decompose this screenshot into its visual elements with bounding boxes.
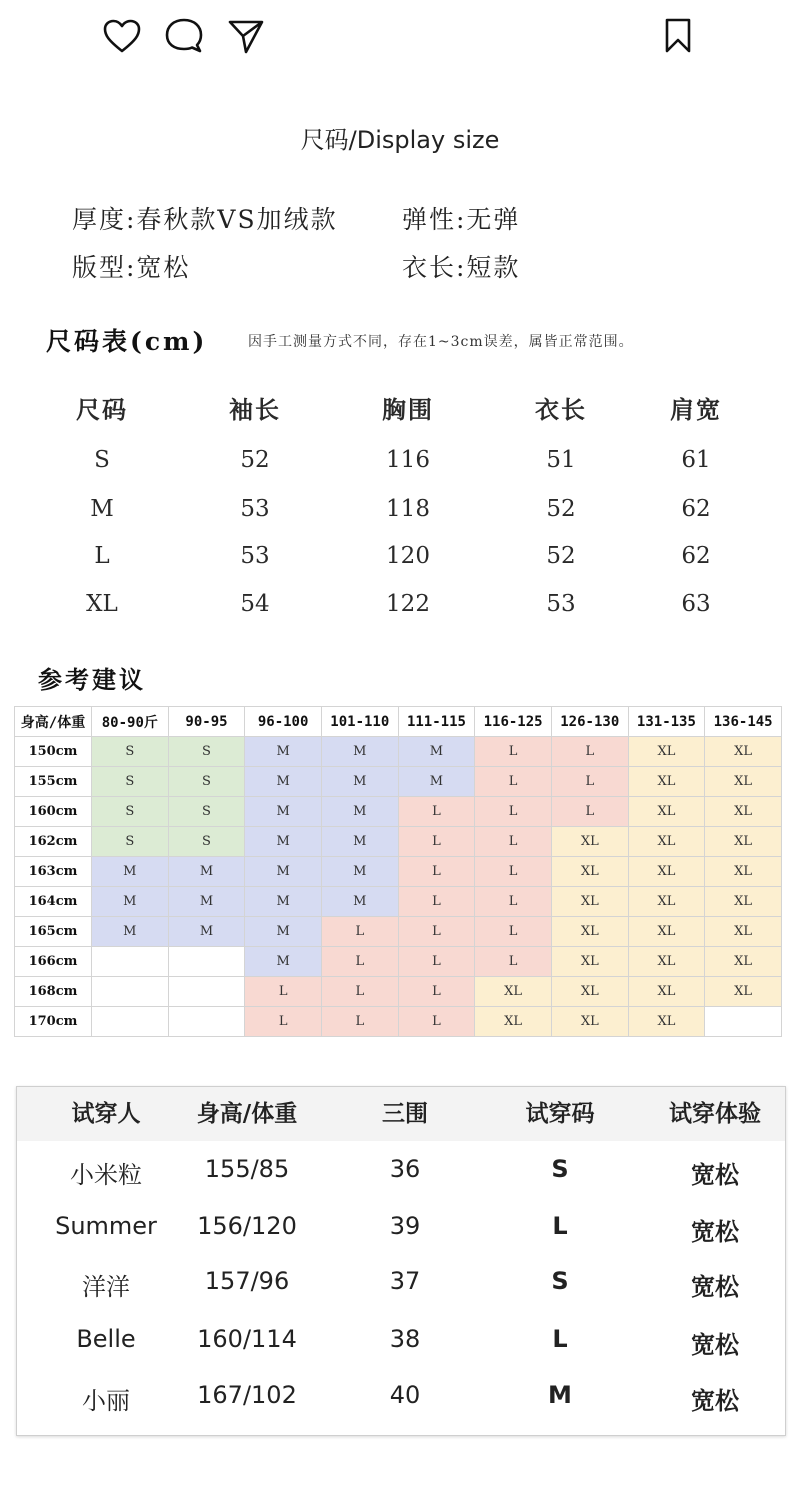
try-on-cell: 160/114 (197, 1325, 297, 1353)
recommendation-row (15, 977, 782, 1007)
size-cell: M (321, 797, 398, 827)
size-cell: S (92, 797, 169, 827)
size-cell: XL (628, 977, 705, 1007)
recommendation-row (15, 947, 782, 977)
weight-header: 136-145 (705, 707, 782, 737)
size-cell: L (321, 1007, 398, 1037)
size-chart-cell: 52 (240, 447, 270, 473)
size-cell: XL (705, 827, 782, 857)
size-cell: XL (551, 1007, 628, 1037)
recommendation-row (15, 917, 782, 947)
size-cell: S (168, 827, 245, 857)
size-cell: XL (551, 977, 628, 1007)
size-cell: L (398, 857, 475, 887)
size-chart-cell: 63 (681, 591, 711, 617)
try-on-header: 身高/体重 (196, 1101, 298, 1127)
try-on-cell: L (552, 1212, 568, 1240)
try-on-cell: 宽松 (691, 1387, 739, 1415)
weight-header: 96-100 (245, 707, 322, 737)
try-on-cell: 宽松 (691, 1273, 739, 1301)
size-cell: L (398, 1007, 475, 1037)
try-on-header: 试穿码 (525, 1101, 595, 1127)
weight-header: 80-90斤 (92, 707, 169, 737)
try-on-cell: 167/102 (197, 1381, 297, 1409)
try-on-cell: 40 (389, 1381, 421, 1409)
weight-header: 111-115 (398, 707, 475, 737)
height-label: 166cm (15, 947, 92, 977)
size-cell: M (168, 857, 245, 887)
size-cell: L (398, 947, 475, 977)
try-on-header: 试穿体验 (669, 1101, 761, 1127)
size-cell: M (245, 857, 322, 887)
size-cell: XL (551, 887, 628, 917)
size-cell: L (475, 767, 552, 797)
size-chart-header: 衣长 (535, 395, 587, 424)
size-cell: XL (705, 737, 782, 767)
size-cell: L (398, 827, 475, 857)
size-cell: M (245, 737, 322, 767)
size-chart-cell: 62 (681, 543, 711, 569)
size-cell: M (321, 767, 398, 797)
size-cell (92, 977, 169, 1007)
height-label: 155cm (15, 767, 92, 797)
try-on-cell: Summer (55, 1212, 157, 1240)
size-cell: XL (628, 887, 705, 917)
try-on-cell: 宽松 (691, 1161, 739, 1189)
size-chart-cell: S (94, 447, 110, 473)
size-cell: L (475, 827, 552, 857)
try-on-cell: 小丽 (82, 1387, 130, 1415)
try-on-cell: 洋洋 (82, 1273, 130, 1301)
size-chart-cell: 62 (681, 496, 711, 522)
size-cell: M (321, 827, 398, 857)
size-cell (168, 1007, 245, 1037)
height-label: 168cm (15, 977, 92, 1007)
size-cell: S (92, 827, 169, 857)
attr-fit: 版型:宽松 (72, 253, 191, 282)
size-cell: XL (628, 737, 705, 767)
heart-icon (102, 18, 142, 54)
size-cell: L (398, 887, 475, 917)
try-on-header-row (17, 1087, 785, 1141)
try-on-cell: 宽松 (691, 1331, 739, 1359)
size-cell: M (92, 857, 169, 887)
size-chart-cell: 61 (681, 447, 711, 473)
recommendation-row (15, 827, 782, 857)
size-cell: L (321, 947, 398, 977)
height-label: 163cm (15, 857, 92, 887)
size-cell: M (245, 827, 322, 857)
size-cell: XL (551, 947, 628, 977)
size-chart-header: 袖长 (229, 395, 281, 424)
size-cell: XL (705, 887, 782, 917)
size-chart-title: 尺码表(cm) (46, 327, 208, 356)
size-cell: S (168, 767, 245, 797)
comment-button[interactable] (162, 14, 206, 58)
size-cell: S (168, 797, 245, 827)
size-chart-cell: 53 (240, 496, 270, 522)
try-on-cell: 小米粒 (70, 1161, 142, 1189)
recommendation-row (15, 857, 782, 887)
weight-header: 126-130 (551, 707, 628, 737)
height-label: 160cm (15, 797, 92, 827)
size-cell: XL (628, 947, 705, 977)
size-cell: L (475, 737, 552, 767)
size-cell: XL (628, 917, 705, 947)
attr-thickness: 厚度:春秋款VS加绒款 (72, 205, 338, 234)
try-on-cell: S (551, 1267, 569, 1295)
size-chart-cell: 53 (546, 591, 576, 617)
recommendation-title: 参考建议 (38, 666, 146, 694)
try-on-cell: L (552, 1325, 568, 1353)
size-cell: L (475, 857, 552, 887)
size-cell: M (245, 887, 322, 917)
save-button[interactable] (656, 14, 700, 58)
size-cell: XL (551, 857, 628, 887)
weight-header: 116-125 (475, 707, 552, 737)
size-chart-header: 胸围 (382, 395, 434, 424)
size-cell: XL (551, 827, 628, 857)
size-cell: L (321, 917, 398, 947)
size-chart-cell: M (90, 496, 114, 522)
size-cell: M (398, 737, 475, 767)
size-chart-row (20, 438, 780, 482)
size-chart-cell: 122 (386, 591, 430, 617)
size-chart-cell: XL (86, 591, 118, 617)
try-on-cell: 38 (389, 1325, 421, 1353)
size-cell: XL (628, 857, 705, 887)
recommendation-grid (14, 706, 782, 1037)
try-on-cell: 156/120 (197, 1212, 297, 1240)
display-title: 尺码/Display size (300, 126, 500, 154)
height-label: 165cm (15, 917, 92, 947)
size-chart-row (20, 487, 780, 531)
size-cell: M (168, 887, 245, 917)
size-chart-note: 因手工测量方式不同，存在1~3cm误差，属皆正常范围。 (248, 334, 634, 350)
size-chart-cell: 51 (546, 447, 576, 473)
recommendation-corner: 身高/体重 (15, 707, 92, 737)
height-label: 164cm (15, 887, 92, 917)
size-chart-cell: 118 (386, 496, 430, 522)
height-label: 150cm (15, 737, 92, 767)
size-cell (168, 977, 245, 1007)
size-cell: XL (551, 917, 628, 947)
size-cell: S (168, 737, 245, 767)
size-cell: XL (628, 1007, 705, 1037)
size-chart-row (20, 534, 780, 578)
size-chart-cell: 52 (546, 496, 576, 522)
weight-header: 90-95 (168, 707, 245, 737)
recommendation-header-row (15, 707, 782, 737)
size-chart-cell: 52 (546, 543, 576, 569)
size-cell: L (475, 947, 552, 977)
size-cell: XL (628, 827, 705, 857)
recommendation-row (15, 737, 782, 767)
size-cell: M (398, 767, 475, 797)
size-cell: L (245, 977, 322, 1007)
recommendation-row (15, 887, 782, 917)
try-on-cell: 宽松 (691, 1218, 739, 1246)
try-on-card (16, 1086, 786, 1436)
size-cell: L (551, 767, 628, 797)
size-cell: L (398, 977, 475, 1007)
recommendation-row (15, 1007, 782, 1037)
size-cell: S (92, 767, 169, 797)
size-cell: L (475, 797, 552, 827)
size-cell: XL (705, 947, 782, 977)
size-cell (705, 1007, 782, 1037)
size-cell: M (245, 917, 322, 947)
send-icon (226, 17, 266, 55)
size-cell: S (92, 737, 169, 767)
size-cell: XL (705, 767, 782, 797)
size-chart-cell: 116 (386, 447, 430, 473)
try-on-cell: 37 (389, 1267, 421, 1295)
size-cell: XL (475, 1007, 552, 1037)
size-cell: M (245, 767, 322, 797)
height-label: 162cm (15, 827, 92, 857)
size-chart-row (20, 582, 780, 626)
size-cell: M (321, 857, 398, 887)
size-chart-cell: 120 (386, 543, 430, 569)
size-cell: M (92, 887, 169, 917)
bookmark-icon (663, 17, 693, 55)
try-on-cell: Belle (76, 1325, 136, 1353)
recommendation-row (15, 797, 782, 827)
like-button[interactable] (100, 14, 144, 58)
try-on-header: 试穿人 (71, 1101, 141, 1127)
try-on-cell: 36 (389, 1155, 421, 1183)
try-on-cell: S (551, 1155, 569, 1183)
size-chart-header: 尺码 (76, 395, 128, 424)
size-cell: M (92, 917, 169, 947)
size-cell: L (245, 1007, 322, 1037)
share-button[interactable] (224, 14, 268, 58)
try-on-cell: 39 (389, 1212, 421, 1240)
size-cell: M (168, 917, 245, 947)
attr-elasticity: 弹性:无弹 (402, 205, 521, 234)
try-on-cell: M (548, 1381, 572, 1409)
size-cell: L (398, 917, 475, 947)
attr-length: 衣长:短款 (402, 253, 521, 282)
size-cell: M (321, 737, 398, 767)
try-on-cell: 157/96 (204, 1267, 290, 1295)
comment-icon (164, 17, 204, 55)
size-cell: XL (628, 767, 705, 797)
try-on-cell: 155/85 (204, 1155, 290, 1183)
size-chart-header: 肩宽 (670, 395, 722, 424)
size-cell: XL (628, 797, 705, 827)
size-cell: L (475, 917, 552, 947)
size-cell: L (551, 737, 628, 767)
size-cell: M (245, 947, 322, 977)
size-cell: XL (705, 857, 782, 887)
height-label: 170cm (15, 1007, 92, 1037)
size-chart-header-row (20, 388, 780, 432)
size-cell: XL (705, 797, 782, 827)
weight-header: 131-135 (628, 707, 705, 737)
size-cell: M (245, 797, 322, 827)
size-cell: L (551, 797, 628, 827)
size-cell: L (475, 887, 552, 917)
size-cell: XL (705, 917, 782, 947)
size-chart-cell: 53 (240, 543, 270, 569)
size-chart-cell: 54 (240, 591, 270, 617)
size-cell (92, 947, 169, 977)
size-cell (92, 1007, 169, 1037)
try-on-header: 三围 (382, 1101, 428, 1127)
size-cell (168, 947, 245, 977)
size-cell: XL (475, 977, 552, 1007)
size-chart-cell: L (94, 543, 110, 569)
size-cell: M (321, 887, 398, 917)
recommendation-row (15, 767, 782, 797)
size-cell: XL (705, 977, 782, 1007)
size-cell: L (321, 977, 398, 1007)
size-cell: L (398, 797, 475, 827)
weight-header: 101-110 (321, 707, 398, 737)
